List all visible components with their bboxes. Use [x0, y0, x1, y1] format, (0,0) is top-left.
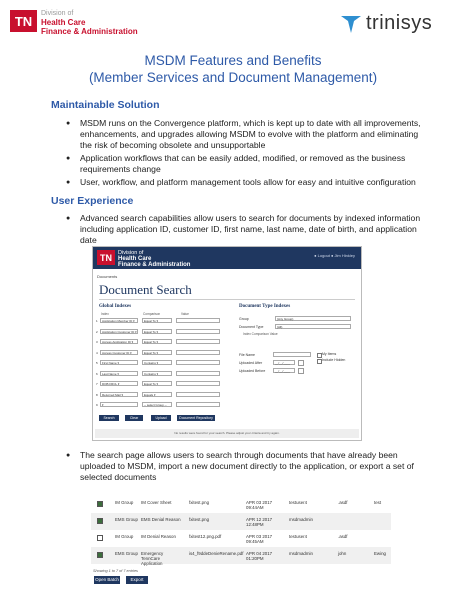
index-row-number: 4 — [96, 350, 98, 355]
index-row-number: 9 — [96, 403, 98, 407]
page-title: MSDM Features and Benefits — [144, 53, 322, 68]
index-row — [96, 381, 222, 387]
group-cell: IM Group — [115, 500, 134, 505]
include-hidden-label: Include Hidden — [322, 358, 346, 362]
file-name-cell: fxitest.png — [189, 500, 210, 505]
filename-input[interactable] — [273, 352, 311, 357]
filename-label: File Name — [239, 353, 255, 357]
index-row-number: 7 — [96, 382, 98, 386]
index-row-number: 5 — [96, 361, 98, 365]
table-row[interactable] — [91, 547, 391, 564]
org-name — [41, 9, 138, 36]
extra-cell: Ewing — [374, 551, 386, 556]
extra-cell: test — [374, 500, 382, 505]
user-cell: msdmadmin — [289, 517, 313, 522]
search-results-screenshot — [91, 496, 391, 592]
group-label: Group — [239, 317, 249, 321]
table-row[interactable] — [91, 530, 391, 547]
list-item: ● Advanced search capabilities allow users to search for documents by indexed information including application ID, customer ID, first name, last name, date of birth, and application date — [66, 213, 424, 246]
list-item: ● User, workflow, and platform management tools allow for easy and intuitive configuration — [66, 177, 424, 188]
comparison-select[interactable]: -- select Group -- — [142, 402, 172, 407]
doctype-indexes-heading: Document Type Indexes — [239, 304, 291, 309]
index-field-select[interactable]: ▾ — [100, 402, 138, 407]
value-input[interactable] — [176, 318, 220, 323]
row-checkbox[interactable] — [97, 535, 103, 541]
doc-type-cell: EMS Denial Reason — [141, 517, 181, 522]
index-field-select[interactable]: Access Customer ID ▾ — [100, 350, 138, 355]
value-input[interactable] — [176, 381, 220, 386]
file-name-cell: fxitest12.png.pdf — [189, 534, 222, 539]
document-search-screenshot — [92, 246, 362, 441]
breadcrumb[interactable]: Documents — [97, 274, 118, 279]
app-user-links[interactable]: ● Logout ● Jim Hinkley — [314, 253, 355, 258]
index-row-number: 1 — [96, 319, 98, 323]
group-cell: IM Group — [115, 534, 134, 539]
index-field-select[interactable]: DOB FRCL ▾ — [100, 381, 138, 386]
maintainable-list — [66, 118, 424, 190]
col-comparison-header: Comparison — [143, 312, 161, 316]
ux-list-1 — [66, 213, 424, 248]
results-count: Showing 1 to 7 of 7 entries — [93, 569, 138, 573]
index-row-number: 8 — [96, 392, 98, 397]
group-select[interactable]: (Any Group) — [275, 316, 351, 321]
comparison-select[interactable]: Equals ▾ — [142, 392, 172, 397]
col-value-header: Value — [181, 312, 189, 316]
heading-user-experience: User Experience — [51, 195, 134, 207]
index-field-select[interactable]: Application Member ID ▾ — [100, 318, 138, 323]
uploaded-after-input[interactable]: __/__/____ — [273, 360, 295, 365]
org-line3: Finance & Administration — [41, 27, 138, 36]
org-line2: Health Care — [41, 18, 86, 27]
index-row — [96, 318, 222, 324]
file-name-cell: is4_f9ddeDenieRename.pdf — [189, 551, 244, 556]
row-checkbox[interactable] — [97, 501, 103, 507]
search-button[interactable]: Search — [99, 415, 119, 421]
doctype-select[interactable]: (All) — [275, 324, 351, 329]
export-button[interactable]: Export — [126, 576, 148, 584]
file-name-cell: fxitest.png — [189, 517, 210, 522]
col-index-header: Index — [101, 312, 109, 316]
calendar-icon[interactable] — [298, 368, 304, 374]
ext-cell: .asdf — [338, 534, 348, 539]
index-field-select[interactable]: Last Name ▾ — [100, 371, 138, 376]
value-input[interactable] — [176, 360, 220, 365]
group-cell: EMS Group — [115, 517, 138, 522]
index-row — [96, 360, 222, 366]
doc-type-cell: IM Cover Sheet — [141, 500, 172, 505]
page-subtitle: (Member Services and Document Management) — [88, 70, 378, 85]
index-row — [96, 371, 222, 377]
comparison-select[interactable]: Contains ▾ — [142, 360, 172, 365]
index-row — [96, 402, 222, 408]
value-input[interactable] — [176, 371, 220, 376]
index-field-select[interactable]: First Name ▾ — [100, 360, 138, 365]
index-field-select[interactable]: Returned Mail ▾ — [100, 392, 138, 397]
index-row — [96, 339, 222, 345]
date-cell: APR 12 2017 12:48PM — [246, 517, 273, 527]
row-checkbox[interactable] — [97, 518, 103, 524]
comparison-select[interactable]: Equal To ▾ — [142, 329, 172, 334]
global-indexes-heading: Global Indexes — [99, 304, 132, 309]
group-cell: EMS Group — [115, 551, 138, 556]
trinisys-mark-icon — [340, 14, 362, 34]
org-line1: Division of — [41, 10, 74, 17]
index-row — [96, 350, 222, 356]
value-input[interactable] — [176, 402, 220, 407]
calendar-icon[interactable] — [298, 360, 304, 366]
index-field-select[interactable]: Application Customer ID ▾ — [102, 329, 137, 334]
date-cell: APR 04 2017 01:20PM — [246, 551, 273, 561]
user-cell: msdmadmin — [289, 551, 313, 556]
open-batch-button[interactable]: Open Batch — [95, 577, 119, 582]
user-cell: testuser4 — [289, 534, 308, 539]
doctype-label: Document Type — [239, 325, 264, 329]
value-input[interactable] — [176, 350, 220, 355]
table-row[interactable] — [91, 496, 391, 513]
doc-type-cell: IM Denial Reason — [141, 534, 176, 539]
value-input[interactable] — [176, 339, 220, 344]
date-cell: APR 03 2017 09:45AM — [246, 534, 273, 544]
trinisys-logo — [340, 12, 432, 35]
comparison-select[interactable]: Contains ▾ — [142, 371, 172, 376]
uploaded-after-label: Uploaded After — [239, 361, 263, 365]
uploaded-before-label: Uploaded Before — [239, 369, 266, 373]
trinisys-wordmark: trinisys — [366, 12, 433, 34]
comparison-select[interactable]: Equal To ▾ — [142, 318, 172, 323]
app-org-line1: Division of — [118, 250, 144, 256]
comparison-select[interactable]: Equal To ▾ — [142, 350, 172, 355]
my-items-label: My Items — [322, 352, 337, 356]
app-org-name — [118, 250, 190, 268]
list-item: ● The search page allows users to search through documents that have already been uploaded to MSDM, import a new document directly to the application, or export a set of selected documents — [66, 450, 424, 483]
ux-list-2 — [66, 450, 424, 485]
no-results-message: No results were found for your search. Please adjust your criteria and try again. — [95, 429, 359, 438]
value-input[interactable] — [176, 392, 220, 397]
index-row — [96, 329, 222, 335]
tn-logo: TN — [10, 10, 37, 32]
doc-type-cell: Emergency TennCare Application — [141, 551, 164, 566]
list-item: ● MSDM runs on the Convergence platform, which is kept up to date with all improvements, enhancements, and upgrades allowing MSDM to evolve with the platform and eliminating the risk of becoming obsolete and unsupportable — [66, 118, 424, 151]
doctype-hint: Index Comparison Value — [243, 332, 278, 336]
date-cell: APR 03 2017 09:44AM — [246, 500, 273, 510]
search-page-title: Document Search — [99, 282, 192, 297]
divider — [99, 299, 355, 300]
list-item: ● Application workflows that can be easily added, modified, or removed as the business requirements change — [66, 153, 424, 175]
app-org-line3: Finance & Administration — [118, 262, 191, 268]
index-row-number: 2 — [96, 329, 98, 334]
clear-button[interactable]: Clear — [125, 415, 143, 421]
index-row-number: 3 — [96, 340, 98, 344]
user-cell: testuser4 — [289, 500, 308, 505]
comparison-select[interactable]: Equal To ▾ — [142, 381, 172, 386]
table-row[interactable] — [91, 513, 391, 530]
ext-cell: john — [338, 551, 347, 556]
app-tn-logo: TN — [97, 250, 115, 265]
uploaded-before-input[interactable]: __/__/____ — [273, 368, 295, 373]
value-input[interactable] — [176, 329, 220, 334]
document-repository-button[interactable]: Document Repository — [177, 415, 215, 421]
index-field-select[interactable]: Access Application ID ▾ — [100, 339, 138, 344]
upload-button[interactable]: Upload — [151, 415, 171, 421]
comparison-select[interactable]: Equal To ▾ — [142, 339, 172, 344]
row-checkbox[interactable] — [97, 552, 103, 558]
app-org-line2: Health Care — [118, 256, 152, 262]
ext-cell: .asdf — [338, 500, 348, 505]
index-row-number: 6 — [96, 371, 98, 376]
index-row — [96, 392, 222, 398]
heading-maintainable: Maintainable Solution — [51, 99, 160, 111]
